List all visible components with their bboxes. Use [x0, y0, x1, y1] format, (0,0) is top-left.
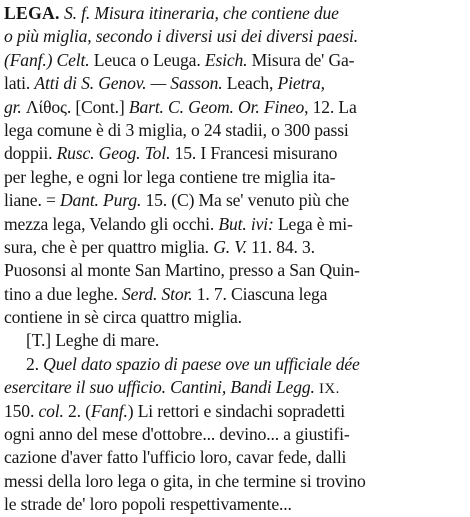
entry-line	[4, 493, 466, 516]
entry-line	[4, 446, 466, 469]
entry-line	[4, 376, 466, 399]
text-run: Misura de' Ga-	[247, 49, 355, 70]
entry-line	[4, 49, 466, 72]
text-run: 2.	[26, 353, 44, 374]
entry-line	[4, 400, 466, 423]
entry-line	[4, 142, 466, 165]
text-run: 150.	[4, 400, 39, 421]
entry-line	[4, 119, 466, 142]
italic-text-run: o più miglia, secondo i diversi usi dei diversi paesi.	[4, 26, 358, 47]
entry-line	[4, 236, 466, 259]
text-run: le strade de' loro popoli respettivamente...	[4, 494, 292, 515]
italic-text-run: esercitare il suo ufficio. Cantini, Bandi Legg.	[4, 377, 315, 398]
italic-text-run: Quel dato spazio di paese ove un ufficiale dée	[43, 353, 360, 374]
italic-text-run: Esich.	[204, 49, 248, 70]
italic-text-run: Serd. Stor.	[121, 283, 193, 304]
text-run: , 12. La	[304, 96, 357, 117]
italic-text-run: S. f. Misura itineraria, che contiene due	[64, 3, 339, 23]
text-run: 1. 7. Ciascuna lega	[192, 283, 328, 304]
entry-line	[4, 2, 466, 25]
text-run: ) Li rettori e sindachi sopradetti	[127, 400, 345, 421]
italic-text-run: Dant. Purg.	[59, 190, 142, 211]
entry-line	[4, 25, 466, 48]
italic-text-run: Celt.	[56, 49, 90, 70]
italic-text-run: Rusc. Geog. Tol.	[56, 143, 171, 164]
italic-text-run: Pietra,	[277, 73, 325, 94]
headword: LEGA.	[4, 3, 60, 23]
italic-text-run: G. V.	[213, 236, 247, 257]
text-run: Leach,	[222, 73, 278, 94]
text-run: 2. (	[63, 400, 91, 421]
text-run: sura, che è per quattro miglia.	[4, 236, 214, 257]
entry-line	[4, 189, 466, 212]
text-run: [T.] Leghe di mare.	[26, 330, 160, 351]
text-run: doppii.	[4, 143, 57, 164]
entry-line-indented	[4, 353, 466, 376]
entry-line	[4, 96, 466, 119]
text-run: 15. I Francesi misurano	[170, 143, 338, 164]
text-run: lega comune è di 3 miglia, o 24 stadii, o 300 passi	[4, 119, 349, 140]
entry-line	[4, 423, 466, 446]
italic-text-run: col.	[38, 400, 64, 421]
text-run: contiene in sè circa quattro miglia.	[4, 307, 242, 328]
italic-text-run: Fanf.	[90, 400, 128, 421]
entry-line-indented	[4, 329, 466, 352]
entry-line	[4, 306, 466, 329]
entry-line	[4, 283, 466, 306]
italic-text-run: But. ivi:	[218, 213, 274, 234]
text-run: liane. =	[4, 190, 60, 211]
text-run: ogni anno del mese d'ottobre... devino... a giustifi-	[4, 424, 350, 445]
text-run: Lega è mi-	[273, 213, 353, 234]
italic-text-run: Bart. C. Geom. Or. Fineo	[128, 96, 305, 117]
italic-text-run: gr.	[4, 96, 22, 117]
text-run: Leuca o Leuga.	[89, 49, 205, 70]
entry-line	[4, 470, 466, 493]
text-run: Puosonsi al monte San Martino, presso a San Quin-	[4, 260, 360, 281]
text-run: lati.	[4, 73, 35, 94]
small-caps-text-run: IX.	[319, 381, 340, 398]
entry-line	[4, 72, 466, 95]
text-run: 11. 84. 3.	[246, 236, 315, 257]
italic-text-run: (Fanf.)	[4, 49, 53, 70]
text-run: per leghe, e ogni lor lega contiene tre miglia ita-	[4, 166, 336, 187]
dictionary-entry-lega	[4, 2, 466, 517]
entry-line	[4, 166, 466, 189]
entry-line	[4, 213, 466, 236]
text-run: mezza lega, Velando gli occhi.	[4, 213, 219, 234]
text-run: tino a due leghe.	[4, 283, 122, 304]
text-run: 15. (C) Ma se' venuto più che	[141, 190, 350, 211]
entry-line	[4, 259, 466, 282]
text-run: messi della loro lega o gita, in che termine si trovino	[4, 470, 366, 491]
text-run: cazione d'aver fatto l'ufficio loro, cavar fede, dalli	[4, 447, 347, 468]
text-run: Λίθος. [Cont.]	[21, 96, 129, 117]
italic-text-run: Atti di S. Genov. — Sasson.	[34, 73, 223, 94]
